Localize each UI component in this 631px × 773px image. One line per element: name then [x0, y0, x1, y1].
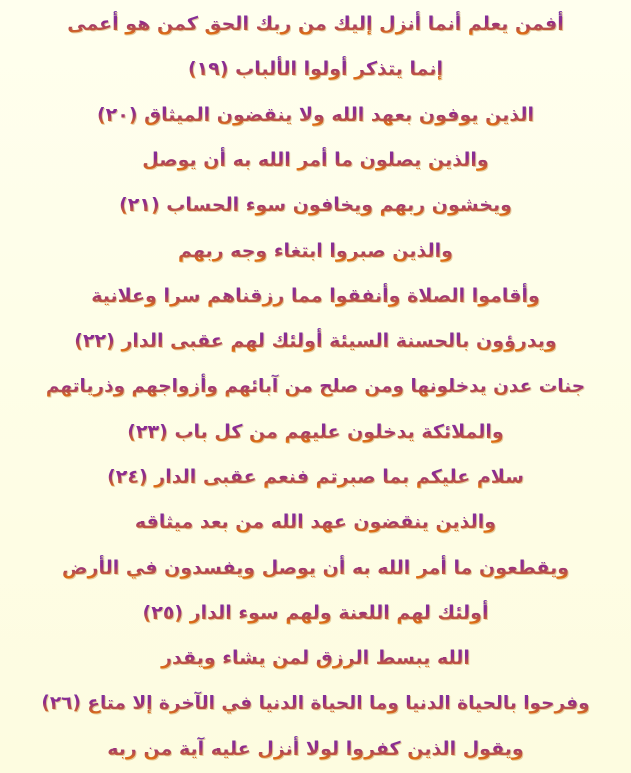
verse-line-4: والذين يصلون ما أمر الله به أن يوصل: [40, 140, 591, 180]
verse-line-2: إنما يتذكر أولوا الألباب (١٩): [40, 49, 591, 89]
verse-line-13: ويقطعون ما أمر الله به أن يوصل ويفسدون في الأرض: [40, 548, 591, 588]
verse-line-5: ويخشون ربهم ويخافون سوء الحساب (٢١): [40, 185, 591, 225]
verse-line-14: أولئك لهم اللعنة ولهم سوء الدار (٢٥): [40, 593, 591, 633]
verse-line-6: والذين صبروا ابتغاء وجه ربهم: [40, 231, 591, 271]
verse-line-11: سلام عليكم بما صبرتم فنعم عقبى الدار (٢٤): [40, 457, 591, 497]
verse-line-16: وفرحوا بالحياة الدنيا وما الحياة الدنيا في الآخرة إلا متاع (٢٦): [40, 684, 591, 724]
verse-line-10: والملائكة يدخلون عليهم من كل باب (٢٣): [40, 412, 591, 452]
verse-line-9: جنات عدن يدخلونها ومن صلح من آبائهم وأزواجهم وذرياتهم: [40, 367, 591, 407]
verse-list: [40, 4, 591, 769]
verse-line-12: والذين ينقضون عهد الله من بعد ميثاقه: [40, 502, 591, 542]
verse-line-15: الله يبسط الرزق لمن يشاء ويقدر: [40, 638, 591, 678]
verse-line-7: وأقاموا الصلاة وأنفقوا مما رزقناهم سرا وعلانية: [40, 276, 591, 316]
verse-line-17: ويقول الذين كفروا لولا أنزل عليه آية من ربه: [40, 729, 591, 769]
verse-line-8: ويدرؤون بالحسنة السيئة أولئك لهم عقبى الدار (٢٢): [40, 321, 591, 361]
verse-line-1: أفمن يعلم أنما أنزل إليك من ربك الحق كمن هو أعمى: [40, 4, 591, 44]
verse-line-3: الذين يوفون بعهد الله ولا ينقضون الميثاق (٢٠): [40, 95, 591, 135]
